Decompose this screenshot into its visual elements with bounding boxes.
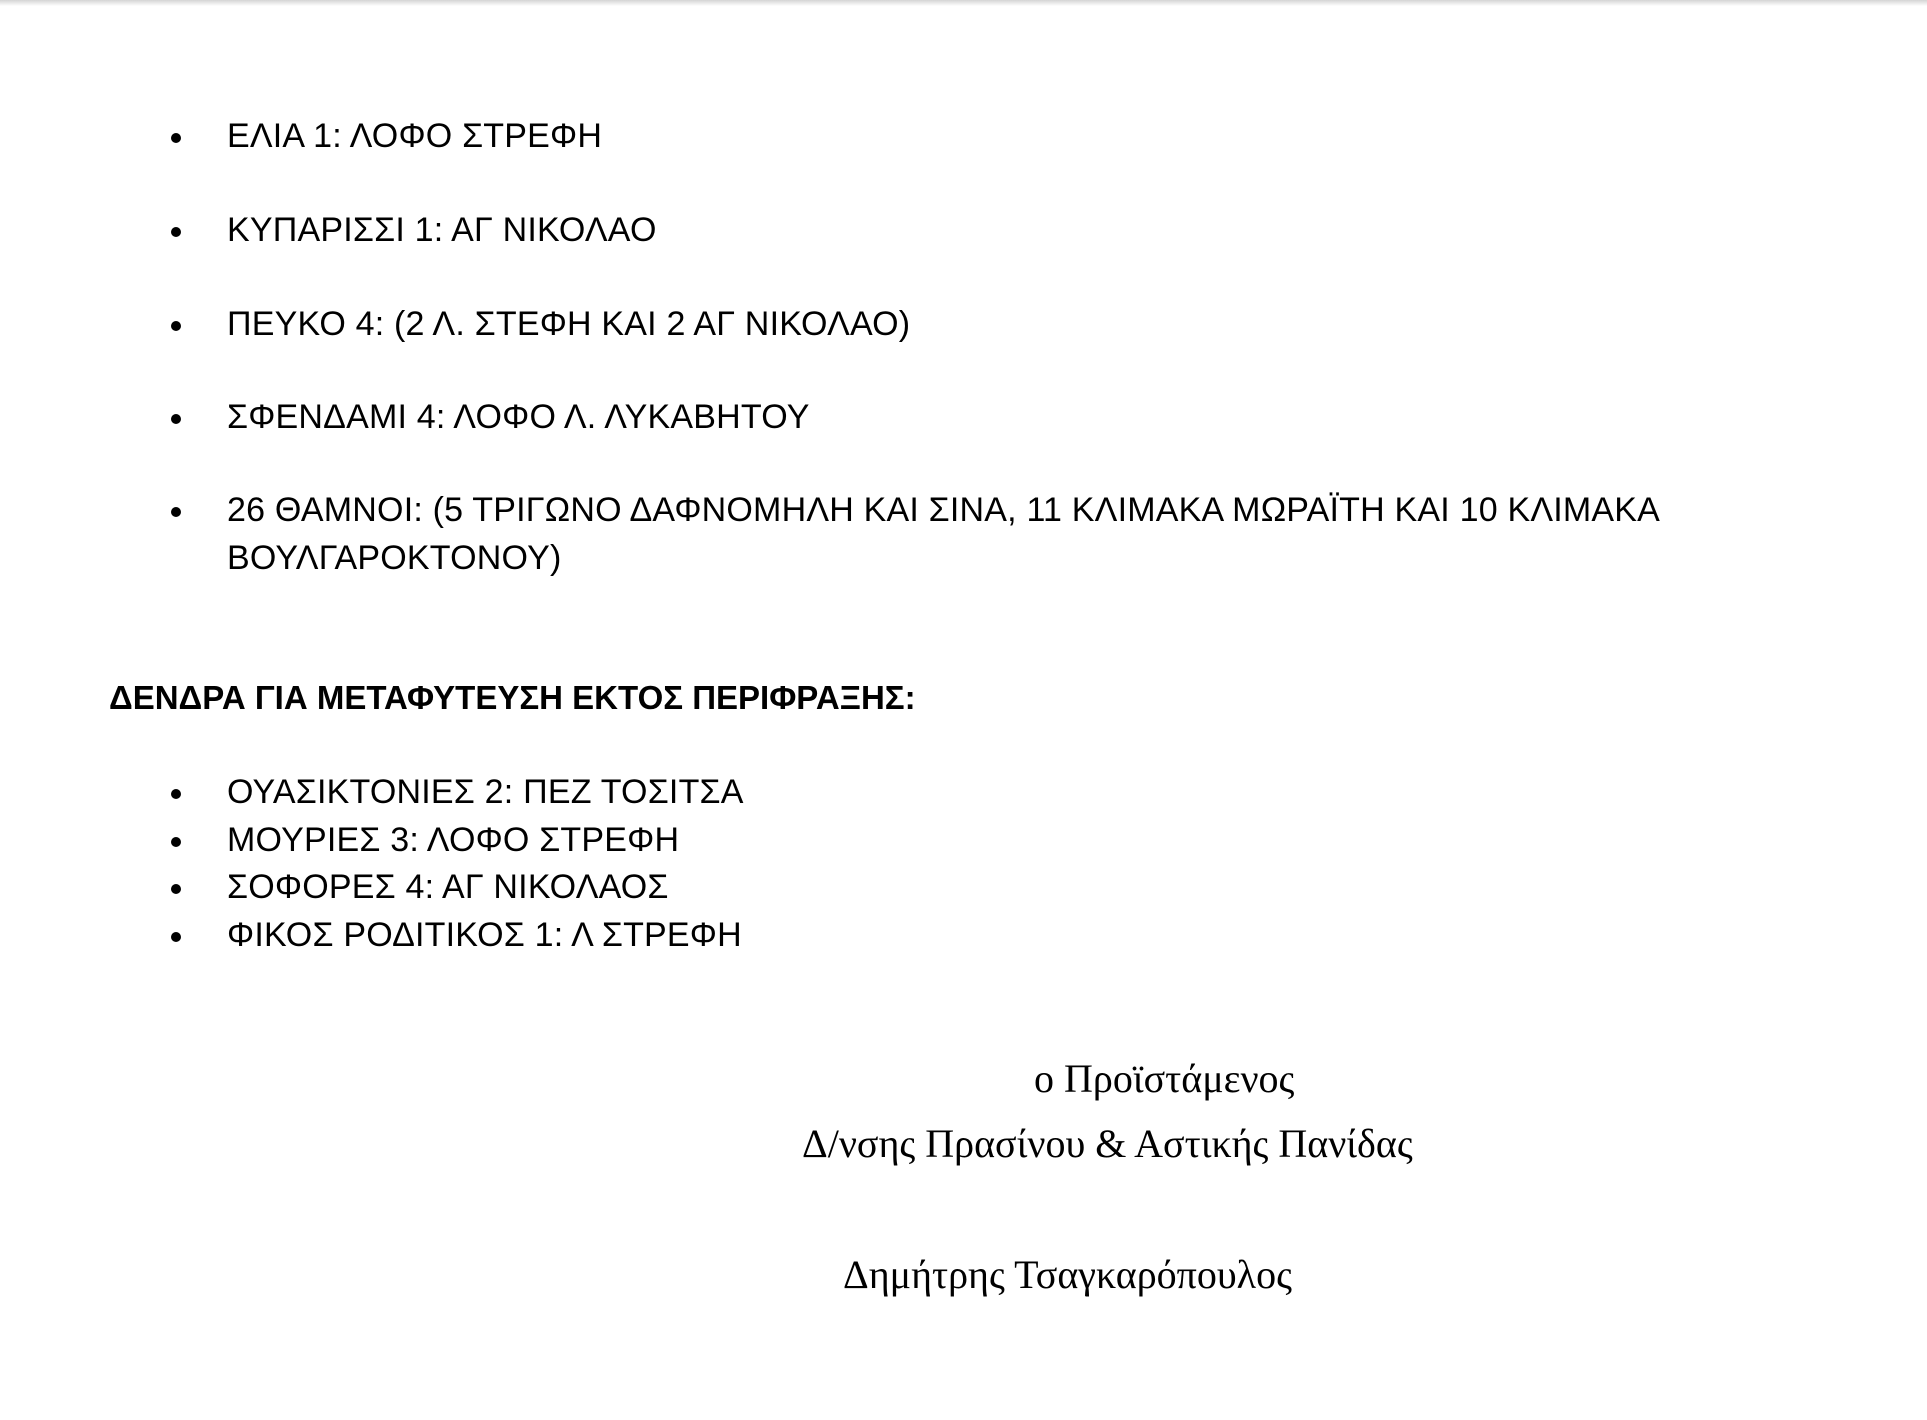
bullet-icon: [171, 837, 181, 847]
page-top-edge: [0, 0, 1927, 6]
bullet-icon: [171, 321, 181, 331]
bullet-icon: [171, 507, 181, 517]
list-item-text: ΚΥΠΑΡΙΣΣΙ 1: ΑΓ ΝΙΚΟΛΑΟ: [227, 211, 657, 249]
signature-name: Δημήτρης Τσαγκαρόπουλος: [843, 1252, 1292, 1297]
list-item-text: ΕΛΙΑ 1: ΛΟΦΟ ΣΤΡΕΦΗ: [227, 117, 603, 155]
bullet-icon: [171, 133, 181, 143]
bullet-icon: [171, 789, 181, 799]
list-item-text: 26 ΘΑΜΝΟΙ: (5 ΤΡΙΓΩΝΟ ΔΑΦΝΟΜΗΛΗ ΚΑΙ ΣΙΝΑ, 11 ΚΛΙΜΑΚΑ ΜΩΡΑΪΤΗ ΚΑΙ 10 ΚΛΙΜΑΚΑ ΒΟΥΛΓΑΡΟΚΤΟΝΟΥ): [227, 491, 1659, 577]
list-item-text: ΜΟΥΡΙΕΣ 3: ΛΟΦΟ ΣΤΡΕΦΗ: [227, 821, 680, 859]
bullet-icon: [171, 414, 181, 424]
list-item-text: ΟΥΑΣΙΚΤΟΝΙΕΣ 2: ΠΕΖ ΤΟΣΙΤΣΑ: [227, 773, 744, 811]
list-item-text: ΠΕΥΚΟ 4: (2 Λ. ΣΤΕΦΗ ΚΑΙ 2 ΑΓ ΝΙΚΟΛΑΟ): [227, 305, 911, 343]
signature-role: ο Προϊστάμενος: [1034, 1056, 1295, 1101]
list-item-text: ΦΙΚΟΣ ΡΟΔΙΤΙΚΟΣ 1: Λ ΣΤΡΕΦΗ: [227, 916, 742, 954]
bullet-icon: [171, 932, 181, 942]
list-item-text: ΣΟΦΟΡΕΣ 4: ΑΓ ΝΙΚΟΛΑΟΣ: [227, 868, 669, 906]
bullet-icon: [171, 227, 181, 237]
section-heading: ΔΕΝΔΡΑ ΓΙΑ ΜΕΤΑΦΥΤΕΥΣΗ ΕΚΤΟΣ ΠΕΡΙΦΡΑΞΗΣ:: [109, 679, 916, 716]
bullet-icon: [171, 884, 181, 894]
list-item-text: ΣΦΕΝΔΑΜΙ 4: ΛΟΦΟ Λ. ΛΥΚΑΒΗΤΟΥ: [227, 398, 810, 436]
signature-department: Δ/νσης Πρασίνου & Αστικής Πανίδας: [802, 1121, 1413, 1166]
